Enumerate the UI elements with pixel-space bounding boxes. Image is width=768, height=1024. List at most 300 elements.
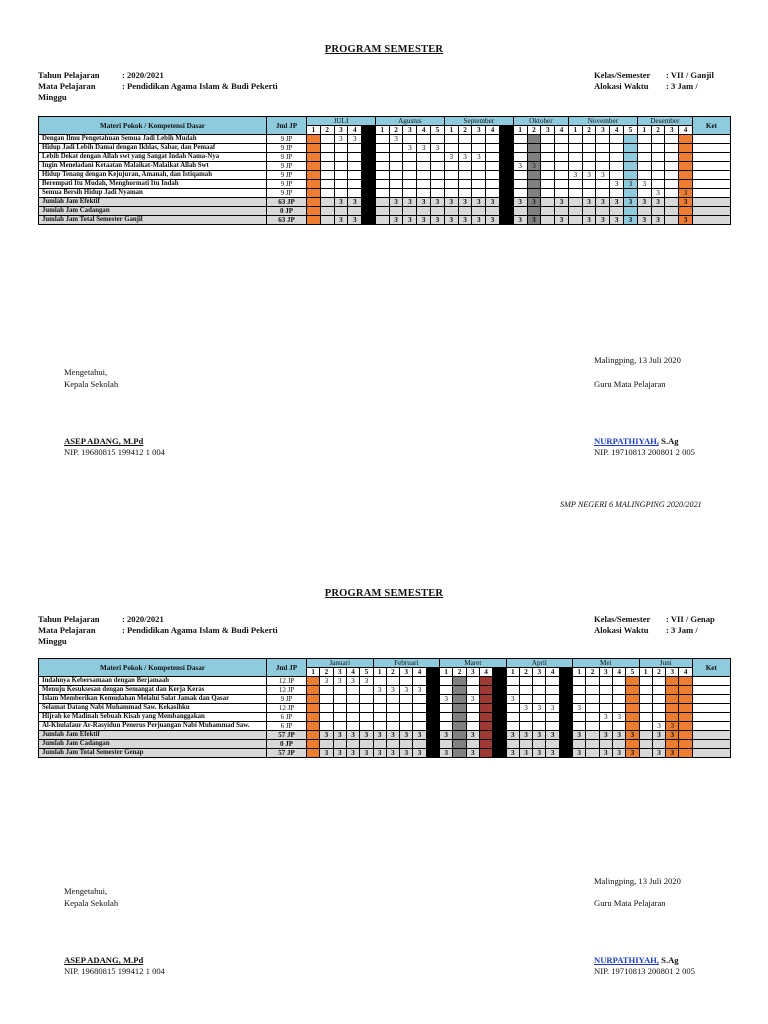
week-separator [559,740,572,749]
guru-title-2: S.Ag [659,955,679,965]
week-cell [466,740,479,749]
week-cell: 3 [582,198,596,207]
week-cell: 3 [513,198,527,207]
week-cell [346,722,359,731]
week-cell: 3 [599,731,612,740]
summary-label: Jumlah Jam Cadangan [39,740,267,749]
week-cell [568,135,582,144]
week-cell [586,704,599,713]
week-cell [555,135,569,144]
week-separator [499,171,513,180]
mapel-value: : Pendidikan Agama Islam & Budi Pekerti [122,81,278,91]
week-cell [360,740,373,749]
week-cell: 3 [651,198,665,207]
week-cell [458,171,472,180]
week-cell: 3 [610,180,624,189]
week-cell: 3 [679,189,693,198]
week-cell [444,162,458,171]
week-separator [426,731,439,740]
week-cell [346,713,359,722]
week-cell: 3 [444,216,458,225]
week-cell: 3 [555,216,569,225]
week-cell [417,162,431,171]
week-cell [400,740,413,749]
week-cell [458,162,472,171]
week-cell [320,189,334,198]
info-right [594,70,714,92]
week-number: 3 [596,126,610,135]
head-materi: Materi Pokok / Kompetensi Dasar [39,659,267,677]
week-cell [348,144,362,153]
week-cell [612,695,625,704]
week-cell [637,207,651,216]
week-cell [506,686,519,695]
week-cell: 3 [573,704,586,713]
week-cell [444,207,458,216]
week-cell [413,722,426,731]
week-cell: 3 [458,216,472,225]
info-right-2 [594,614,715,636]
week-cell [403,153,417,162]
week-cell: 3 [596,216,610,225]
week-cell [373,695,386,704]
week-separator [426,704,439,713]
week-separator [499,126,513,135]
week-cell: 3 [413,731,426,740]
week-cell [599,677,612,686]
head-ket: Ket [692,659,730,677]
week-cell [307,189,321,198]
week-number: 2 [652,668,665,677]
week-cell [307,731,320,740]
week-cell [555,153,569,162]
week-cell: 3 [666,749,679,758]
jp-cell: 12 JP [267,704,307,713]
week-cell [486,144,500,153]
tahun-value-2: : 2020/2021 [122,614,164,624]
week-cell: 3 [400,686,413,695]
summary-label: Jumlah Jam Total Semester Ganjil [39,216,267,225]
week-cell [307,749,320,758]
week-cell [320,207,334,216]
week-number: 4 [679,668,692,677]
week-cell [546,740,559,749]
guru-nip: NIP. 19710813 200801 2 005 [594,447,695,457]
summary-label: Jumlah Jam Total Semester Genap [39,749,267,758]
week-cell: 3 [612,749,625,758]
ket-cell [692,189,730,198]
week-cell: 3 [431,216,445,225]
week-cell: 3 [527,216,541,225]
week-cell [431,135,445,144]
week-cell [639,722,652,731]
week-cell: 3 [637,216,651,225]
ket-cell [692,144,730,153]
week-number: 2 [320,668,333,677]
week-number: 1 [568,126,582,135]
week-cell [417,171,431,180]
week-cell: 3 [651,216,665,225]
week-separator [493,749,506,758]
week-cell [334,180,348,189]
week-cell [400,695,413,704]
week-cell [413,677,426,686]
week-cell [599,722,612,731]
week-cell [320,162,334,171]
week-cell [555,171,569,180]
week-cell [679,713,692,722]
week-cell [453,677,466,686]
week-separator [493,722,506,731]
week-cell: 3 [596,171,610,180]
table-row [39,153,731,162]
week-cell [652,713,665,722]
week-cell: 3 [440,731,453,740]
week-cell [431,189,445,198]
week-cell [568,216,582,225]
week-cell: 3 [599,713,612,722]
week-cell [652,686,665,695]
week-cell [333,704,346,713]
week-cell [679,722,692,731]
week-cell [626,740,639,749]
week-cell [431,207,445,216]
week-cell [307,162,321,171]
week-cell [400,677,413,686]
week-separator [499,207,513,216]
month-header: April [506,659,572,668]
summary-row [39,207,731,216]
week-cell [568,207,582,216]
week-cell [582,180,596,189]
week-cell [624,153,638,162]
week-cell [610,135,624,144]
week-cell [651,207,665,216]
page-title-2: PROGRAM SEMESTER [324,588,444,599]
month-header: Februari [373,659,440,668]
week-cell [637,189,651,198]
week-cell [453,749,466,758]
week-cell [444,171,458,180]
week-cell: 3 [386,749,399,758]
week-cell [479,686,492,695]
ket-cell [692,731,730,740]
ket-cell [692,180,730,189]
week-cell: 3 [519,749,532,758]
week-cell: 3 [582,171,596,180]
week-cell [639,686,652,695]
week-number: 2 [651,126,665,135]
table-row [39,713,731,722]
week-cell [568,153,582,162]
week-cell [555,180,569,189]
week-cell [652,704,665,713]
week-cell [639,713,652,722]
week-cell [334,189,348,198]
week-number: 3 [334,126,348,135]
week-cell [586,749,599,758]
ket-cell [692,722,730,731]
week-cell: 3 [573,731,586,740]
week-cell [679,740,692,749]
week-cell [431,162,445,171]
week-number: 2 [586,668,599,677]
week-cell: 3 [389,135,403,144]
week-cell: 3 [346,677,359,686]
week-cell [624,189,638,198]
week-cell [582,144,596,153]
week-cell [386,740,399,749]
week-cell: 3 [486,216,500,225]
week-cell [458,207,472,216]
ket-cell [692,695,730,704]
week-cell: 3 [513,162,527,171]
week-cell [375,207,389,216]
week-cell [679,180,693,189]
month-header: Desember [637,117,692,126]
week-cell [637,162,651,171]
week-cell: 3 [333,731,346,740]
week-cell [546,686,559,695]
week-cell [413,713,426,722]
week-cell [400,704,413,713]
ket-cell [692,740,730,749]
week-cell [307,704,320,713]
week-separator [426,686,439,695]
week-number: 4 [348,126,362,135]
week-separator [499,135,513,144]
guru-name-link[interactable]: NURPATHIYAH, [594,436,660,446]
week-cell [541,189,555,198]
week-number: 4 [413,668,426,677]
week-cell [573,677,586,686]
week-cell [307,153,321,162]
head-jml: Jml JP [267,117,307,135]
week-number: 3 [541,126,555,135]
week-cell [360,695,373,704]
week-cell [626,713,639,722]
week-cell [665,216,679,225]
jp-cell: 9 JP [267,153,307,162]
week-cell [519,695,532,704]
summary-row [39,198,731,207]
week-cell [541,207,555,216]
week-cell [533,740,546,749]
week-cell: 3 [403,144,417,153]
week-cell [307,722,320,731]
week-cell [307,695,320,704]
guru-label-2: Guru Mata Pelajaran [594,898,666,908]
week-number: 4 [612,668,625,677]
week-number: 1 [307,126,321,135]
topic-cell: Berempati Itu Mudah, Menghormati Itu Indah [39,180,267,189]
week-cell [596,144,610,153]
week-separator [559,668,572,677]
semester-table-ganjil [38,116,731,225]
week-cell [386,677,399,686]
minggu-label: Minggu [38,92,67,102]
week-cell [320,198,334,207]
guru-name-link-2[interactable]: NURPATHIYAH, [594,955,660,965]
week-cell: 3 [466,695,479,704]
week-cell [346,704,359,713]
week-cell [555,162,569,171]
guru-label: Guru Mata Pelajaran [594,379,666,389]
week-cell [586,686,599,695]
week-separator [493,740,506,749]
week-cell [527,207,541,216]
week-cell [346,695,359,704]
week-separator [426,677,439,686]
week-separator [362,162,376,171]
week-separator [499,162,513,171]
week-cell: 3 [519,731,532,740]
month-header: Juni [639,659,692,668]
week-number: 3 [400,668,413,677]
week-cell [466,722,479,731]
week-cell [466,677,479,686]
week-cell [665,162,679,171]
ket-cell [692,677,730,686]
week-cell [348,207,362,216]
guru-name [594,436,679,447]
week-number: 1 [440,668,453,677]
week-cell [533,722,546,731]
mapel-label: Mata Pelajaran [38,81,96,91]
week-cell [307,144,321,153]
week-cell [375,162,389,171]
week-cell [479,677,492,686]
week-cell [555,189,569,198]
week-cell: 3 [348,135,362,144]
week-cell [679,144,693,153]
week-cell: 3 [466,731,479,740]
week-cell [651,144,665,153]
week-cell [679,153,693,162]
week-cell [555,207,569,216]
week-separator [499,198,513,207]
week-cell: 3 [334,216,348,225]
month-header: November [568,117,637,126]
week-cell [320,695,333,704]
kepala-name-text-2: ASEP ADANG, M.Pd [64,955,144,965]
week-cell: 3 [472,216,486,225]
topic-cell: Al-Khulafaur Ar-Rasyidun Penerus Perjuangan Nabi Muhammad Saw. [39,722,267,731]
jp-cell: 9 JP [267,189,307,198]
month-header: Maret [440,659,507,668]
week-cell [307,171,321,180]
week-cell [375,216,389,225]
week-cell [334,162,348,171]
jp-cell: 12 JP [267,686,307,695]
kepala-nip-2: NIP. 19680815 199412 1 004 [64,966,165,976]
week-cell [413,695,426,704]
week-cell [599,695,612,704]
week-cell [389,162,403,171]
week-cell [651,180,665,189]
week-cell [403,189,417,198]
kepala-name-2 [64,955,143,966]
week-cell [486,153,500,162]
week-cell: 3 [612,713,625,722]
week-cell: 3 [373,731,386,740]
week-separator [362,153,376,162]
week-cell [666,677,679,686]
topic-cell: Hijrah ke Madinah Sebuah Kisah yang Membanggakan [39,713,267,722]
week-cell [375,144,389,153]
week-cell [400,722,413,731]
week-cell [375,135,389,144]
week-cell: 3 [386,731,399,740]
week-cell [479,722,492,731]
week-cell [582,189,596,198]
week-cell: 3 [610,198,624,207]
week-cell [573,695,586,704]
week-cell [541,135,555,144]
week-cell [334,153,348,162]
week-cell [679,686,692,695]
week-cell [333,740,346,749]
week-cell [626,722,639,731]
week-cell [403,207,417,216]
week-number: 1 [444,126,458,135]
week-cell [626,704,639,713]
week-cell [444,180,458,189]
week-cell: 3 [679,198,693,207]
week-cell [519,713,532,722]
table-row [39,144,731,153]
week-separator [362,189,376,198]
week-cell [472,144,486,153]
head-jml: Jml JP [267,659,307,677]
week-cell [453,713,466,722]
week-separator [493,704,506,713]
week-cell [333,713,346,722]
week-cell: 3 [431,144,445,153]
week-separator [499,144,513,153]
week-cell [307,740,320,749]
week-cell [541,216,555,225]
mapel-label-2: Mata Pelajaran [38,625,96,635]
week-cell [637,153,651,162]
week-cell [679,704,692,713]
week-cell [596,162,610,171]
week-cell [431,171,445,180]
week-cell [479,749,492,758]
week-cell [389,144,403,153]
week-cell: 3 [348,198,362,207]
week-cell [612,686,625,695]
week-cell: 3 [320,749,333,758]
week-cell [320,135,334,144]
week-separator [559,713,572,722]
week-cell: 3 [513,216,527,225]
week-cell [417,135,431,144]
jp-cell: 9 JP [267,135,307,144]
week-cell [679,135,693,144]
week-cell [666,686,679,695]
week-cell [472,135,486,144]
ket-cell [692,749,730,758]
week-number: 1 [637,126,651,135]
head-ket: Ket [692,117,730,135]
week-cell [665,180,679,189]
table-row [39,677,731,686]
week-cell [479,695,492,704]
week-cell: 3 [533,704,546,713]
week-separator [426,722,439,731]
week-cell [610,207,624,216]
